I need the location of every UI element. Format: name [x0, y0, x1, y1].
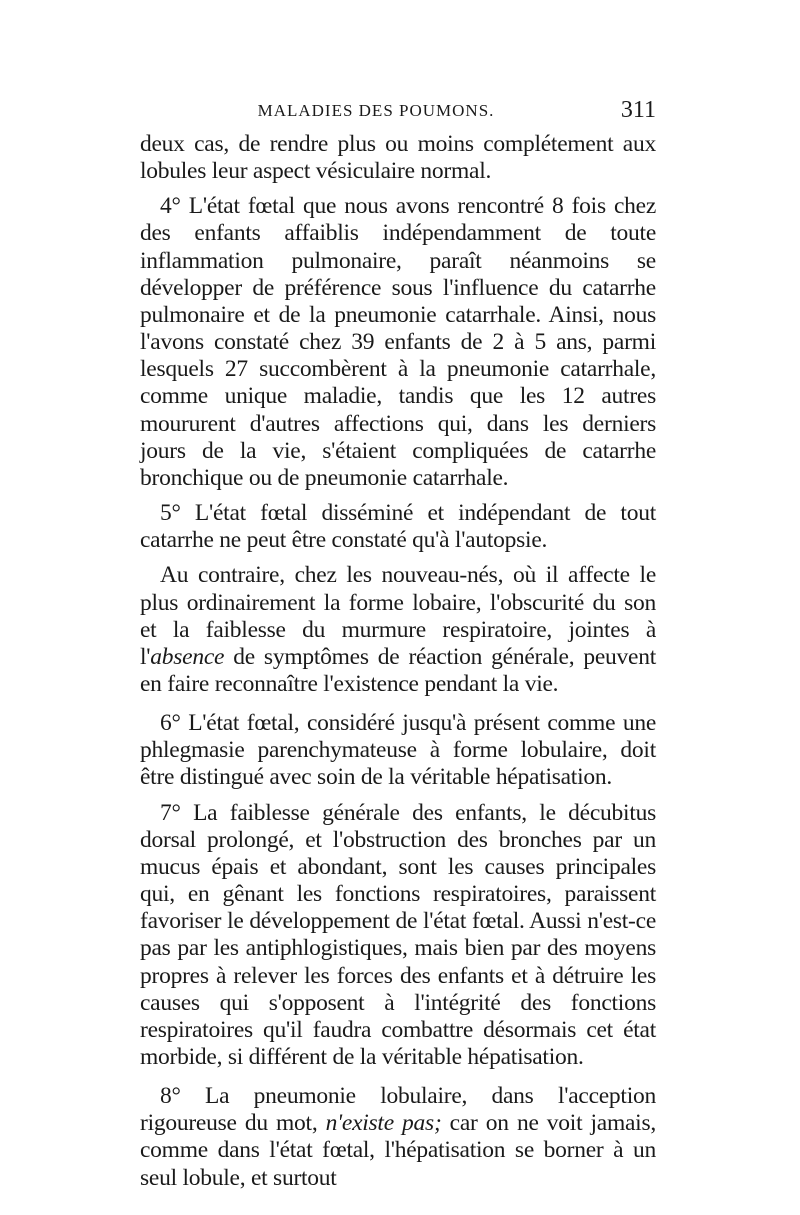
paragraph-point-6: 6° L'état fœtal, considéré jusqu'à présent comme une phlegmasie parenchymateuse à forme lobulaire, doit être distingué avec soin de la véritable hépatisation. — [140, 710, 656, 791]
emphasis-absence: absence — [150, 643, 225, 670]
paragraph-newborns — [140, 562, 656, 698]
paragraph-point-8-text-a: 8° La pneumonie lobulaire, dans l'acception rigoureuse du mot, — [140, 1083, 656, 1137]
running-title: MALADIES DES POUMONS. — [257, 101, 495, 120]
page-header — [140, 97, 656, 127]
paragraph-newborns-text-a: Au contraire, chez les nouveau-nés, où il affecte le plus ordinairement la forme lobaire, l'obscurité du son et la faiblesse du murmure respiratoire, jointes à l' — [140, 562, 656, 670]
page-number: 311 — [620, 97, 656, 123]
paragraph-point-8 — [140, 1083, 656, 1192]
paragraph-point-8-text-b: car on ne voit jamais, comme dans l'état fœtal, l'hépatisation se borner à un seul lobule, et surtout — [140, 1110, 656, 1191]
paragraph-newborns-text-b: de symptômes de réaction générale, peuvent en faire reconnaître l'existence pendant la vie. — [140, 643, 656, 697]
paragraph-point-7: 7° La faiblesse générale des enfants, le décubitus dorsal prolongé, et l'obstruction des bronches par un mucus épais et abondant, sont les causes principales qui, en gênant les fonctions respiratoires, paraissent favoriser le développement de l'état fœtal. Aussi n'est-ce pas par les antiphlogistiques, mais bien par des moyens propres à relever les forces des enfants et à détruire les causes qui s'opposent à l'intégrité des fonctions respiratoires qu'il faudra combattre désormais cet état morbide, si différent de la véritable hépatisation. — [140, 799, 656, 1070]
paragraph-point-4: 4° L'état fœtal que nous avons rencontré 8 fois chez des enfants affaiblis indépendamment de toute inflammation pulmonaire, paraît néanmoins se développer de préférence sous l'influence du catarrhe pulmonaire et de la pneumonie catarrhale. Ainsi, nous l'avons constaté chez 39 enfants de 2 à 5 ans, parmi lesquels 27 succombèrent à la pneumonie catarrhale, comme unique maladie, tandis que les 12 autres moururent d'autres affections qui, dans les derniers jours de la vie, s'étaient compliquées de catarrhe bronchique ou de pneumonie catarrhale. — [140, 193, 656, 491]
body-text — [140, 131, 656, 1192]
paragraph-point-5: 5° L'état fœtal disséminé et indépendant de tout catarrhe ne peut être constaté qu'à l'autopsie. — [140, 500, 656, 554]
paragraph-continuation: deux cas, de rendre plus ou moins complétement aux lobules leur aspect vésiculaire normal. — [140, 131, 656, 185]
emphasis-nexiste-pas: n'existe pas; — [325, 1110, 442, 1137]
